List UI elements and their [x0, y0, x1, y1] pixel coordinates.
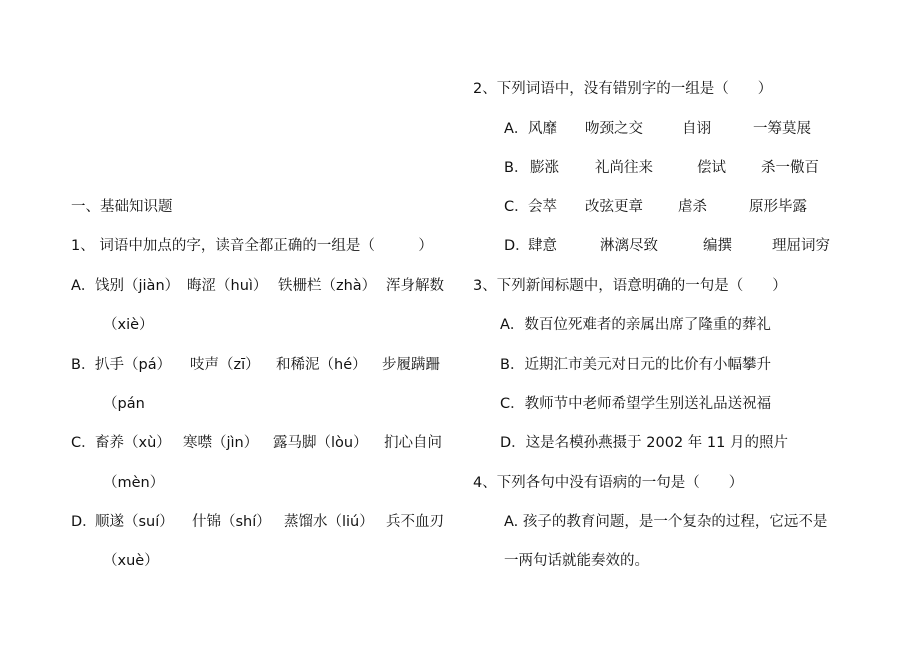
- option-item: 会萃: [528, 199, 557, 215]
- option-item: 原形毕露: [749, 199, 807, 215]
- option-item: 虐杀: [678, 199, 707, 215]
- q3-option-d: D．这是名模孙燕摄于 2002 年 11 月的照片: [500, 435, 788, 451]
- option-continuation: （pán: [103, 396, 145, 412]
- q3-option-a: A．数百位死难者的亲属出席了隆重的葬礼: [500, 317, 771, 333]
- option-item: 礼尚往来: [595, 160, 653, 176]
- option-continuation: （xiè）: [103, 317, 154, 333]
- option-item: 偿试: [697, 160, 726, 176]
- option-item: 扪心自问: [384, 435, 442, 451]
- option-item: 和稀泥（hé）: [276, 357, 367, 373]
- q4-stem: 4、下列各句中没有语病的一句是（ ）: [473, 475, 744, 491]
- q3-option-c: C．教师节中老师希望学生别送礼品送祝福: [500, 396, 772, 412]
- option-continuation: （mèn）: [103, 475, 165, 491]
- option-item: 畜养（xù）: [95, 435, 171, 451]
- option-item: 什锦（shí）: [192, 514, 271, 530]
- option-item: 吱声（zī）: [190, 357, 260, 373]
- option-item: 风靡: [528, 121, 557, 137]
- option-item: 兵不血刃: [386, 514, 444, 530]
- option-label: B．: [504, 160, 529, 176]
- option-label: B．: [71, 357, 96, 373]
- option-item: 一筹莫展: [753, 121, 811, 137]
- option-item: 蒸馏水（liú）: [284, 514, 374, 530]
- option-item: 寒噤（jìn）: [183, 435, 259, 451]
- option-label: A．: [504, 121, 529, 137]
- option-item: 饯别（jiàn）: [95, 278, 180, 294]
- option-item: 自诩: [682, 121, 711, 137]
- option-item: 浑身解数: [386, 278, 444, 294]
- section-title: 一、基础知识题: [71, 199, 173, 215]
- option-item: 步履蹒跚: [382, 357, 440, 373]
- q3-option-b: B．近期汇市美元对日元的比价有小幅攀升: [500, 357, 771, 373]
- option-item: 铁栅栏（zhà）: [278, 278, 377, 294]
- q4-option-a-line1: A. 孩子的教育问题，是一个复杂的过程，它远不是: [504, 514, 828, 530]
- q3-stem: 3、下列新闻标题中，语意明确的一句是（ ）: [473, 278, 787, 294]
- option-item: 编撰: [703, 238, 732, 254]
- option-continuation: （xuè）: [103, 553, 159, 569]
- option-label: C．: [71, 435, 96, 451]
- option-item: 淋漓尽致: [600, 238, 658, 254]
- option-item: 扒手（pá）: [95, 357, 172, 373]
- option-item: 肆意: [528, 238, 557, 254]
- option-item: 理屈词穷: [772, 238, 830, 254]
- option-label: D．: [504, 238, 530, 254]
- option-label: C．: [504, 199, 529, 215]
- option-item: 改弦更章: [585, 199, 643, 215]
- q4-option-a-line2: 一两句话就能奏效的。: [504, 553, 649, 569]
- q1-stem: 1、 词语中加点的字，读音全都正确的一组是（ ）: [71, 238, 433, 254]
- option-item: 晦涩（huì）: [187, 278, 268, 294]
- q2-stem: 2、下列词语中，没有错别字的一组是（ ）: [473, 81, 773, 97]
- option-item: 杀一儆百: [761, 160, 819, 176]
- option-label: D．: [71, 514, 97, 530]
- option-item: 吻颈之交: [585, 121, 643, 137]
- option-item: 露马脚（lòu）: [273, 435, 368, 451]
- option-label: A．: [71, 278, 96, 294]
- option-item: 膨涨: [530, 160, 559, 176]
- option-item: 顺遂（suí）: [95, 514, 174, 530]
